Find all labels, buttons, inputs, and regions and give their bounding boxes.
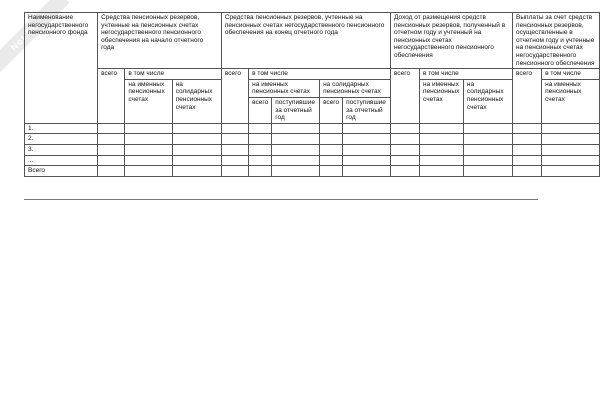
g2-solidary-total: всего (320, 97, 343, 123)
g2-solidary-received: поступившие за отчетный год (343, 97, 391, 123)
pension-fund-report-table (24, 12, 600, 177)
row-label: ... (25, 155, 98, 166)
g3-including: в том числе (420, 69, 513, 80)
g2-including: в том числе (249, 69, 391, 80)
row-label: 3. (25, 144, 98, 155)
g3-total: всего (390, 69, 419, 124)
g2-total: всего (221, 69, 248, 124)
row-label: 1. (25, 123, 98, 134)
table-row (25, 134, 600, 145)
g1-named: на именных пенсионных счетах (125, 79, 172, 123)
g4-named: на именных пенсионных счетах (542, 79, 600, 123)
table-row (25, 155, 600, 166)
header-row-2 (25, 69, 600, 80)
header-group-start: Средства пенсионных резервов, учтенные на пенсионных счетах негосударственного пенсионного обеспечения на начало отчетного года (98, 13, 222, 69)
header-group-end: Средства пенсионных резервов, учтенные на пенсионных счетах негосударственного пенсионного обеспечения на конец отчетного года (221, 13, 390, 69)
header-row-1 (25, 13, 600, 69)
g3-solidary: на солидарных пенсионных счетах (463, 79, 512, 123)
g1-including: в том числе (125, 69, 221, 80)
bottom-rule (24, 199, 538, 200)
g3-named: на именных пенсионных счетах (420, 79, 464, 123)
header-fund-name: Наименование негосударственного пенсионного фонда (25, 13, 98, 124)
header-group-payments: Выплаты за счет средств пенсионных резервов, осуществленные в отчетном году и учтенные на пенсионных счетах негосударственного пенсионного обеспечения (513, 13, 600, 69)
g2-named-received: поступившие за отчетный год (272, 97, 320, 123)
table-row-total (25, 166, 600, 177)
row-label-total: Всего (25, 166, 98, 177)
watermark-ribbon: Not for (0, 0, 70, 81)
g4-total: всего (513, 69, 542, 124)
table-row (25, 144, 600, 155)
row-label: 2. (25, 134, 98, 145)
table-row (25, 123, 600, 134)
header-group-income: Доход от размещения средств пенсионных резервов, полученный в отчетном году и учтенный на пенсионных счетах негосударственного пенсионного обеспечения (390, 13, 512, 69)
g4-including: в том числе (542, 69, 600, 80)
g2-named: на именных пенсионных счетах (249, 79, 320, 97)
g2-named-total: всего (249, 97, 272, 123)
g2-solidary: на солидарных пенсионных счетах (320, 79, 391, 97)
g1-solidary: на солидарных пенсионных счетах (172, 79, 221, 123)
g1-total: всего (98, 69, 125, 124)
